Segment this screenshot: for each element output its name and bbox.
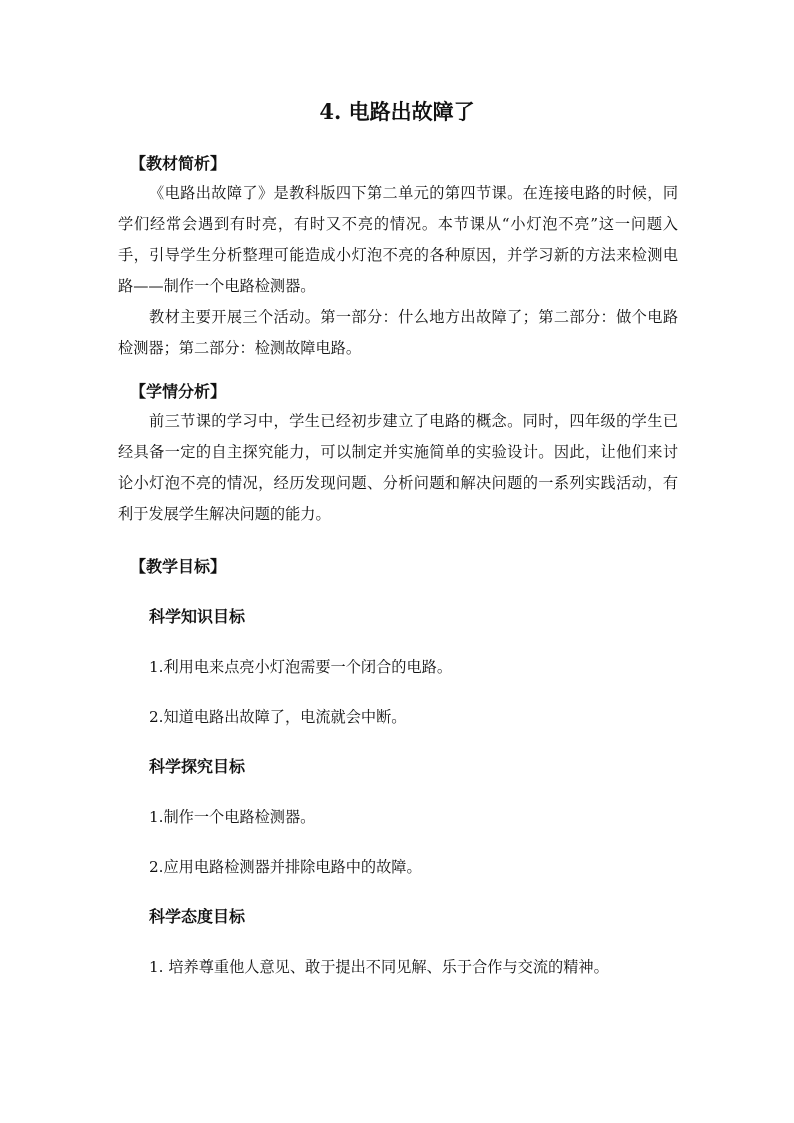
attitude-item-1: 1. 培养尊重他人意见、敢于提出不同见解、乐于合作与交流的精神。 [149, 958, 609, 976]
document-title: 4. 电路出故障了 [319, 99, 475, 124]
students-paragraph-1: 前三节课的学习中，学生已经初步建立了电路的概念。同时，四年级的学生已经具备一定的自主探究能力，可以制定并实施简单的实验设计。因此，让他们来讨论小灯泡不亮的情况，经历发现问题、分析问题和解决问题的一系列实践活动，有利于发展学生解决问题的能力。 [118, 412, 678, 523]
knowledge-item-1: 1.利用电来点亮小灯泡需要一个闭合的电路。 [149, 658, 453, 676]
goal-title-knowledge: 科学知识目标 [149, 607, 246, 626]
knowledge-item-2: 2.知道电路出故障了，电流就会中断。 [149, 708, 407, 726]
section-heading-goals: 【教学目标】 [130, 557, 227, 576]
goal-title-attitude: 科学态度目标 [149, 907, 246, 926]
analysis-paragraph-2: 教材主要开展三个活动。第一部分：什么地方出故障了；第二部分：做个电路检测器；第二部分：检测故障电路。 [118, 308, 678, 357]
section-heading-students: 【学情分析】 [130, 382, 227, 401]
inquiry-item-2: 2.应用电路检测器并排除电路中的故障。 [149, 858, 422, 876]
analysis-paragraph-1: 《电路出故障了》是教科版四下第二单元的第四节课。在连接电路的时候，同学们经常会遇到有时亮，有时又不亮的情况。本节课从“小灯泡不亮”这一问题入手，引导学生分析整理可能造成小灯泡不亮的各种原因，并学习新的方法来检测电路——制作一个电路检测器。 [118, 184, 678, 295]
section-heading-analysis: 【教材简析】 [130, 154, 227, 173]
goal-title-inquiry: 科学探究目标 [149, 757, 246, 776]
document-body [118, 150, 678, 981]
inquiry-item-1: 1.制作一个电路检测器。 [149, 808, 316, 826]
